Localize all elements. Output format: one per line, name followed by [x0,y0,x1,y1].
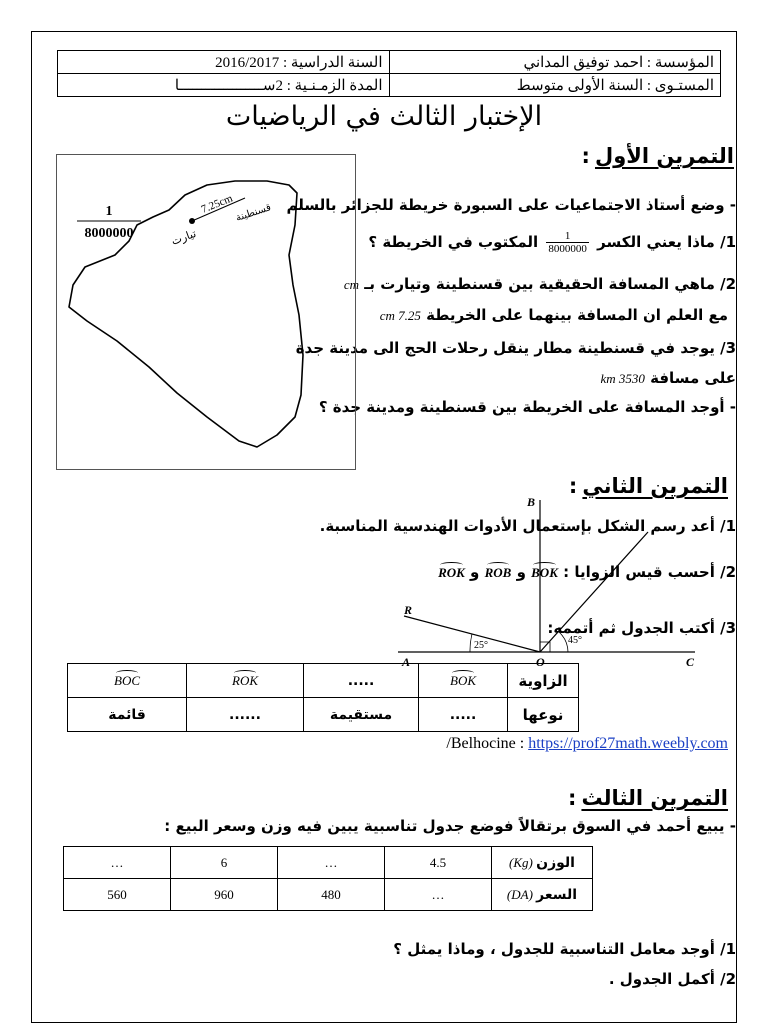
angle-cell-1 [419,664,508,698]
type-cell-3: ...... [187,698,304,732]
exercise1-q2-continued [380,306,728,324]
weight-cell-2: … [278,847,385,879]
price-cell-3: 960 [171,879,278,911]
exercise1-q3-question: - أوجد المسافة على الخريطة بين قسنطينة ومدينة جدة ؟ [318,398,736,416]
angle-bok: BOK [531,565,558,580]
exercise2-q1: 1/ أعد رسم الشكل بإستعمال الأدوات الهندسية المناسبة. [319,517,736,535]
angle-rok: ROK [438,565,465,580]
exercise3-heading [568,786,728,810]
angle-table-row-angles [68,664,579,698]
label-r: R [404,603,413,617]
label-b: B [527,495,536,509]
algeria-map-svg [57,155,355,469]
header-school-year: السنة الدراسية : 2016/2017 [58,51,390,74]
q1-text-start: 1/ ماذا يعني الكسر [597,233,736,251]
exercise1-colon: : [581,144,590,168]
label-a: A [402,655,411,669]
exercise2-colon: : [568,474,578,498]
header-level: المستـوى : السنة الأولى متوسط [389,74,721,97]
angle-table-row-types [68,698,579,732]
map-distance-label: 7.25cm [199,192,235,216]
type-cell-4: قائمة [68,698,187,732]
angle-cell-2: ..... [304,664,419,698]
map-city-constantine: قسنطينة [234,202,273,224]
angle-figure [390,492,710,672]
header-table [57,50,721,97]
label-45: 45° [568,635,582,646]
angle-table [67,663,579,732]
angle-rob: ROB [484,565,512,580]
exercise3-colon: : [567,786,577,810]
q1-text-end: المكتوب في الخريطة ؟ [368,233,539,251]
type-table-header: نوعها [508,698,579,732]
q2-unit: cm [343,277,360,292]
map-scale-denominator: 8000000 [84,226,134,241]
q2-angles-text: 2/ أحسب قيس الزوايا : [563,563,736,581]
label-c: C [686,655,695,669]
type-cell-1: ..... [419,698,508,732]
ray-ok [540,532,648,652]
angle-cell-4 [68,664,187,698]
exercise1-q1 [368,230,736,255]
algeria-map [56,154,356,470]
exercise3-title: التمرين الثالث [581,786,728,810]
exercise2-q3: 3/ أكتب الجدول ثم أتممه: [547,619,736,637]
map-scale-numerator: 1 [105,204,113,219]
weight-cell-4: … [64,847,171,879]
proportion-table [63,846,593,911]
angle-arc-45 [559,632,568,652]
q2-continued-text: مع العلم ان المسافة بينهما على الخريطة [426,306,728,324]
price-header [492,879,593,911]
weight-label: الوزن [536,854,575,871]
q1-fraction-denominator: 8000000 [548,243,587,255]
q3-continued-text: على مسافة [650,369,736,387]
q1-fraction-numerator: 1 [546,230,589,243]
proportion-row-weight [64,847,593,879]
exercise1-heading [581,144,734,168]
angle-rok-cell: ROK [232,672,258,688]
exercise1-title: التمرين الأول [594,144,734,168]
weight-cell-1: 4.5 [385,847,492,879]
label-25: 25° [474,640,488,651]
angle-bok-cell: BOK [450,672,476,688]
exercise1-q2 [344,275,736,293]
credit-link[interactable]: https://prof27math.weebly.com [528,735,728,752]
exercise1-q3: 3/ يوجد في قسنطينة مطار ينقل رحلات الحج الى مدينة جدة [295,339,736,357]
q2-conj-2: و [470,563,480,581]
price-label: السعر [536,886,578,903]
q2-text: 2/ ماهي المسافة الحقيقية بين قسنطينة وتيارت بـ [364,275,736,293]
price-cell-4: 560 [64,879,171,911]
exercise3-q1: 1/ أوجد معامل التناسبية للجدول ، وماذا يمثل ؟ [393,940,736,958]
tiaret-dot [189,218,195,224]
angle-boc: BOC [114,672,140,688]
proportion-row-price [64,879,593,911]
credit-line [446,735,728,753]
exercise2-title: التمرين الثاني [582,474,728,498]
weight-unit: (Kg) [509,854,533,870]
q2-conj-1: و [516,563,526,581]
header-duration: المدة الزمـنـية : 2ســـــــــــــــــــا [58,74,390,97]
exercise1-intro: - وضع أستاذ الاجتماعيات على السبورة خريطة للجزائر بالسلم [286,196,736,214]
credit-text: /Belhocine : [446,735,529,752]
q1-fraction [546,230,589,255]
price-cell-1: … [385,879,492,911]
label-o: O [536,655,545,669]
type-cell-2: مستقيمة [304,698,419,732]
angle-table-header: الزاوية [508,664,579,698]
price-cell-2: 480 [278,879,385,911]
weight-cell-3: 6 [171,847,278,879]
page-title: الإختبار الثالث في الرياضيات [225,101,543,132]
q2-map-distance: 7.25 cm [379,308,421,323]
exercise3-intro: - يبيع أحمد في السوق برتقالاً فوضع جدول تناسبية يبين فيه وزن وسعر البيع : [164,817,736,835]
angle-cell-3 [187,664,304,698]
weight-header [492,847,593,879]
exercise3-q2: 2/ أكمل الجدول . [608,970,736,988]
angle-arc-25 [470,634,472,652]
header-institution: المؤسسة : احمد توفيق المداني [389,51,721,74]
q3-real-distance: 3530 km [600,371,645,386]
exercise1-q3-continued [600,369,736,387]
price-unit: (DA) [506,886,533,902]
map-city-tiaret: تيارت [169,226,198,248]
